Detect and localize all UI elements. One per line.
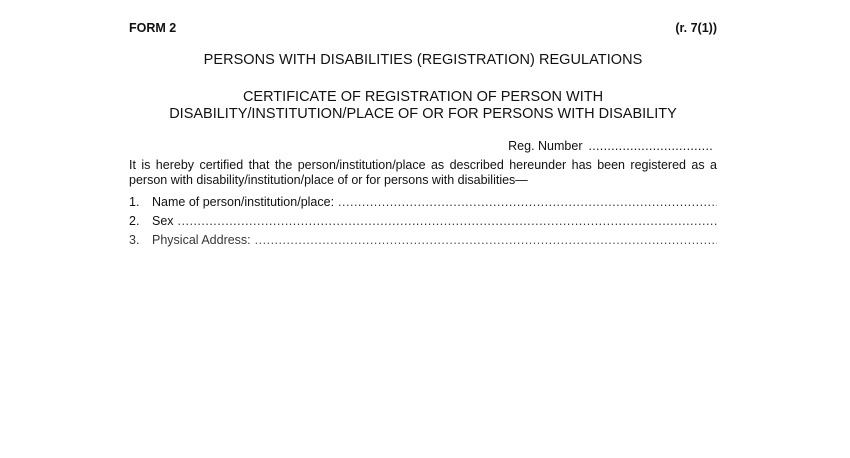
physical-address-field-label: Physical Address: [152,233,251,247]
item-number: 2. [129,214,140,228]
list-item [129,195,717,214]
form-number: FORM 2 [129,21,177,35]
sex-field-blank[interactable] [178,214,717,228]
sex-field-label: Sex [152,214,174,228]
item-number: 1. [129,195,140,209]
reg-number-blank[interactable]: ................................. [588,139,713,153]
reg-number-field[interactable] [508,139,713,153]
reg-number-label: Reg. Number [508,139,583,153]
certificate-title-line-1: CERTIFICATE OF REGISTRATION OF PERSON WITH [242,89,604,105]
details-list [129,195,717,252]
certificate-title [129,89,717,123]
list-item [129,233,717,252]
certificate-title-line-2: DISABILITY/INSTITUTION/PLACE OF OR FOR PERSONS WITH DISABILITY [169,106,677,122]
form-page [129,0,717,458]
item-number: 3. [129,233,140,247]
certification-statement: It is hereby certified that the person/institution/place as described hereunder has been registered as a person with disability/institution/place of or for persons with disabilities— [129,158,717,187]
regulations-title: PERSONS WITH DISABILITIES (REGISTRATION) REGULATIONS [203,52,643,68]
list-item [129,214,717,233]
name-field-label: Name of person/institution/place: [152,195,335,209]
name-field-blank[interactable] [338,195,717,209]
rule-reference: (r. 7(1)) [675,21,717,35]
physical-address-field-blank[interactable] [255,233,717,247]
form-header [129,21,717,39]
